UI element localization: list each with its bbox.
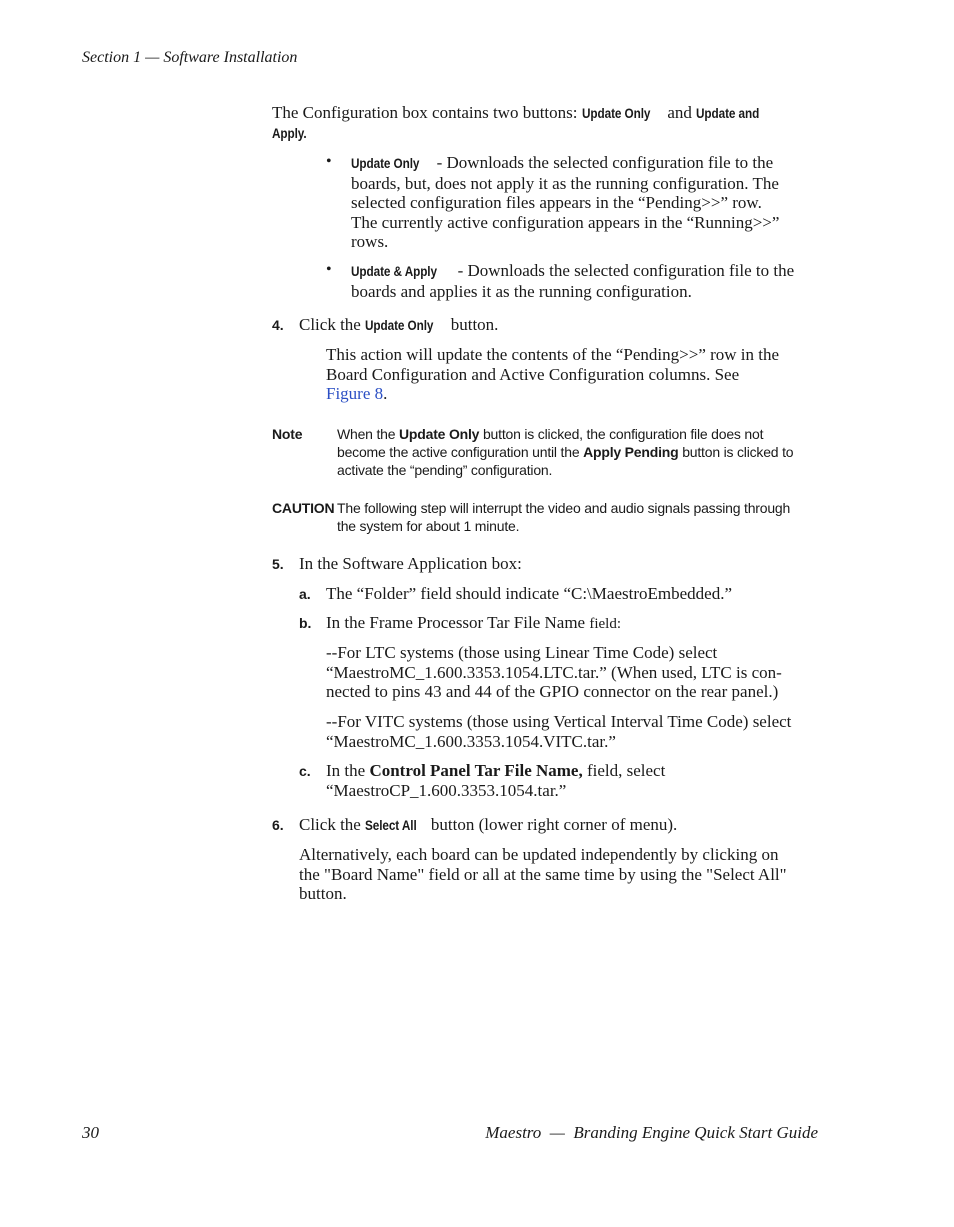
bullet-line: rows. — [351, 232, 389, 252]
step-text: button. — [446, 315, 499, 334]
note-text: button is clicked, the configuration file does not — [479, 426, 764, 442]
intro-paragraph — [272, 103, 771, 124]
update-only-button-ref: Update Only — [399, 426, 480, 442]
caution-text: the system for about 1 minute. — [337, 518, 520, 534]
figure-8-link[interactable]: Figure 8 — [326, 384, 384, 404]
bullet-marker: • — [326, 153, 332, 170]
paragraph-line: --For LTC systems (those using Linear Time Code) select — [326, 643, 718, 662]
substep-letter: b. — [299, 615, 312, 631]
substep-letter: a. — [299, 586, 311, 602]
ltc-paragraph — [326, 643, 782, 702]
paragraph-line: “MaestroMC_1.600.3353.1054.VITC.tar.” — [326, 731, 616, 751]
step-6-instruction — [299, 815, 677, 836]
substep-text: field, select — [582, 761, 666, 780]
paragraph-line: --For VITC systems (those using Vertical Interval Time Code) select — [326, 712, 792, 731]
substep-text: “MaestroCP_1.600.3353.1054.tar.” — [326, 780, 567, 800]
step-text: Click the — [299, 315, 366, 334]
step-text: Click the — [299, 815, 366, 834]
paragraph-line: This action will update the contents of the “Pending>>” row in the — [326, 345, 780, 364]
control-panel-field-ref: Control Panel Tar File Name, — [369, 761, 583, 780]
update-only-term: Update Only — [581, 105, 651, 121]
intro-and: and — [663, 103, 697, 122]
step-5-instruction: In the Software Application box: — [299, 554, 522, 573]
bullet-line: - Downloads the selected configuration file to the — [453, 261, 795, 280]
bullet-update-only — [351, 153, 779, 252]
paragraph-line: button. — [299, 884, 347, 904]
paragraph-line: . — [383, 384, 388, 404]
bullet-term: Update Only — [351, 155, 420, 171]
note-text: become the active configuration until the — [337, 444, 584, 460]
paragraph-line: “MaestroMC_1.600.3353.1054.LTC.tar.” (When used, LTC is con- — [326, 662, 782, 682]
running-header: Section 1 — Software Installation — [82, 49, 298, 66]
bullet-update-apply — [351, 261, 794, 301]
note-text: button is clicked to — [678, 444, 794, 460]
note-text: activate the “pending” configuration. — [337, 462, 553, 478]
step-6-paragraph — [299, 845, 787, 904]
vitc-paragraph — [326, 712, 791, 751]
step-4-paragraph — [326, 345, 779, 404]
substep-a: The “Folder” field should indicate “C:\MaestroEmbedded.” — [326, 584, 732, 603]
substep-b — [326, 613, 621, 635]
caution-text: The following step will interrupt the video and audio signals passing through — [337, 500, 791, 516]
step-number: 4. — [272, 317, 284, 333]
update-and-apply-term: Update and — [696, 105, 760, 121]
substep-text: In the Frame Processor Tar File Name — [326, 613, 590, 632]
substep-letter: c. — [299, 763, 311, 779]
paragraph-line: nected to pins 43 and 44 of the GPIO connector on the rear panel.) — [326, 682, 779, 702]
step-number: 6. — [272, 817, 284, 833]
bullet-term: Update & Apply — [351, 263, 437, 279]
step-number: 5. — [272, 556, 284, 572]
note-body — [337, 425, 793, 479]
intro-text: The Configuration box contains two buttons: — [272, 103, 582, 122]
paragraph-line: Board Configuration and Active Configuration columns. See — [326, 364, 740, 384]
select-all-button-ref: Select All — [365, 817, 417, 833]
substep-text-small: field: — [589, 616, 621, 632]
paragraph-line: Alternatively, each board can be updated independently by clicking on — [299, 845, 779, 864]
caution-body — [337, 499, 790, 535]
bullet-line: boards and applies it as the running configuration. — [351, 281, 692, 301]
substep-text: In the — [326, 761, 370, 780]
page-number: 30 — [82, 1123, 99, 1142]
bullet-line: - Downloads the selected configuration file to the — [432, 153, 774, 172]
substep-c — [326, 761, 665, 800]
step-4-instruction — [299, 315, 498, 336]
update-only-button-ref: Update Only — [365, 317, 434, 333]
bullet-line: The currently active configuration appears in the “Running>>” — [351, 212, 780, 232]
bullet-marker: • — [326, 261, 332, 278]
step-text: button (lower right corner of menu). — [426, 815, 678, 834]
bullet-line: boards, but, does not apply it as the running configuration. The — [351, 173, 779, 193]
note-label: Note — [272, 426, 303, 442]
caution-label: CAUTION — [272, 500, 335, 516]
bullet-line: selected configuration files appears in the “Pending>>” row. — [351, 193, 762, 213]
note-text: When the — [337, 426, 400, 442]
intro-line-2 — [272, 123, 313, 144]
apply-pending-button-ref: Apply Pending — [583, 444, 679, 460]
paragraph-line: the "Board Name" field or all at the same time by using the "Select All" — [299, 864, 787, 884]
running-footer-title: Maestro — Branding Engine Quick Start Guide — [485, 1123, 818, 1142]
update-and-apply-term-cont: Apply. — [272, 125, 307, 141]
